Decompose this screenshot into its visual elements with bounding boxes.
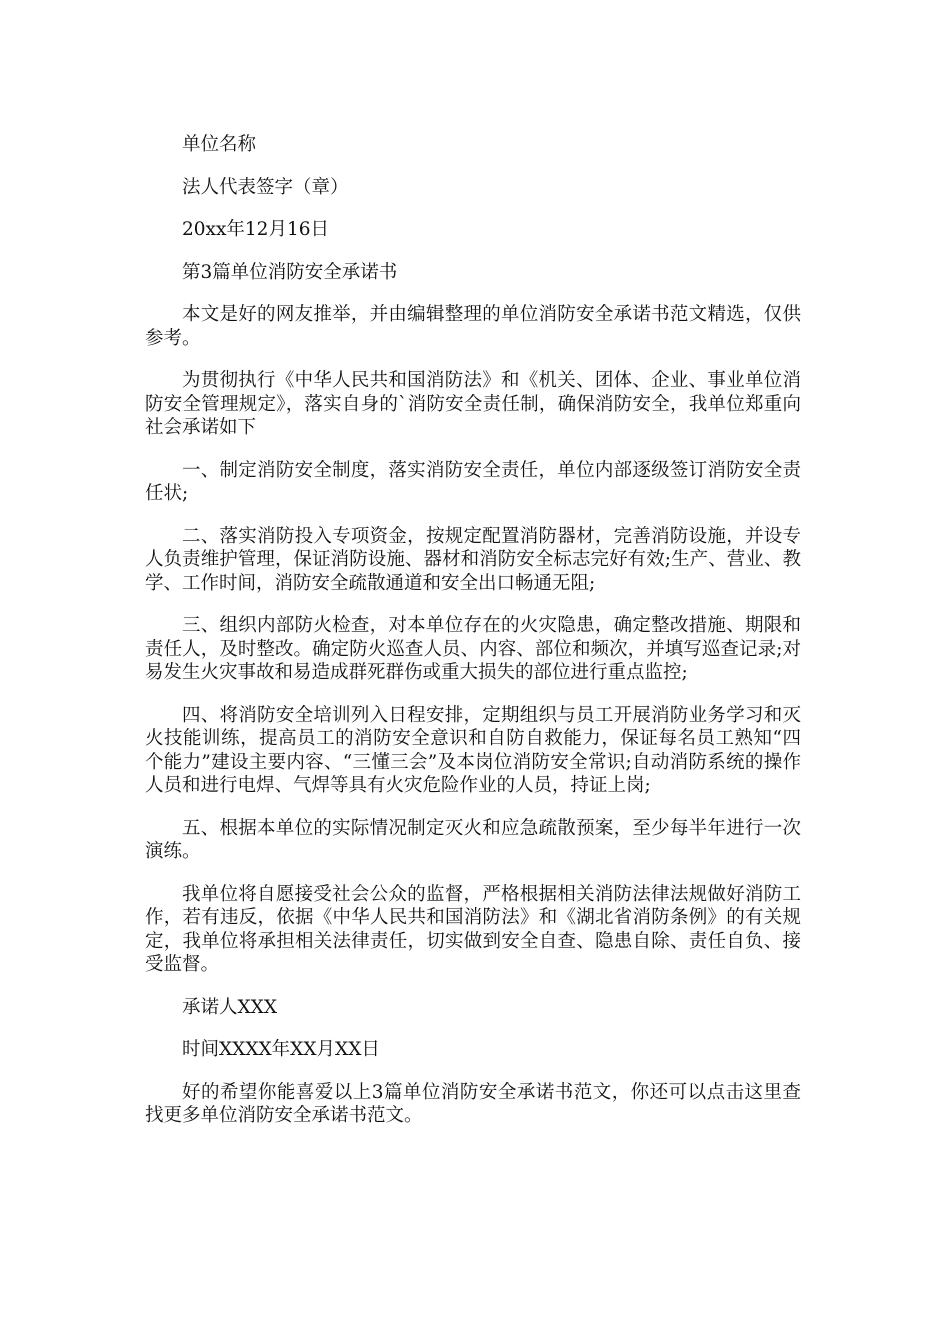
- intro-paragraph: 本文是好的网友推举，并由编辑整理的单位消防安全承诺书范文精选，仅供参考。: [145, 304, 801, 349]
- unit-name-line: 单位名称: [182, 134, 257, 155]
- commitment-item-5: 五、根据本单位的实际情况制定灭火和应急疏散预案，至少每半年进行一次演练。: [145, 817, 801, 862]
- commitment-item-1: 一、制定消防安全制度，落实消防安全责任，单位内部逐级签订消防安全责任状;: [145, 459, 801, 504]
- closing-paragraph: 好的希望你能喜爱以上3篇单位消防安全承诺书范文，你还可以点击这里查找更多单位消防安全承诺书范文。: [145, 1081, 801, 1126]
- promisor-line: 承诺人XXX: [182, 996, 278, 1018]
- date-line: 20xx年12月16日: [182, 219, 329, 240]
- document-body: [145, 133, 801, 1147]
- supervision-paragraph: 我单位将自愿接受社会公众的监督，严格根据相关消防法律法规做好消防工作，若有违反，依据《中华人民共和国消防法》和《湖北省消防条例》的有关规定，我单位将承担相关法律责任，切实做到安全自查、隐患自除、责任自负、接受监督。: [145, 883, 801, 975]
- commitment-item-4: 四、将消防安全培训列入日程安排，定期组织与员工开展消防业务学习和灭火技能训练，提高员工的消防安全意识和自防自救能力，保证每名员工熟知“四个能力”建设主要内容、“三懂三会”及本岗位消防安全常识;自动消防系统的操作人员和进行电焊、气焊等具有火灾危险作业的人员，持证上岗;: [145, 704, 801, 796]
- section-heading: 第3篇单位消防安全承诺书: [182, 261, 398, 283]
- legal-rep-signature-line: 法人代表签字（章）: [182, 176, 349, 198]
- time-line: 时间XXXX年XX月XX日: [182, 1039, 380, 1060]
- commitment-item-3: 三、组织内部防火检查，对本单位存在的火灾隐患，确定整改措施、期限和责任人，及时整改。确定防火巡查人员、内容、部位和频次，并填写巡查记录;对易发生火灾事故和易造成群死群伤或重大损失的部位进行重点监控;: [145, 615, 801, 683]
- purpose-paragraph: 为贯彻执行《中华人民共和国消防法》和《机关、团体、企业、事业单位消防安全管理规定》，落实自身的`消防安全责任制，确保消防安全，我单位郑重向社会承诺如下: [145, 370, 801, 438]
- commitment-item-2: 二、落实消防投入专项资金，按规定配置消防器材，完善消防设施，并设专人负责维护管理，保证消防设施、器材和消防安全标志完好有效;生产、营业、教学、工作时间，消防安全疏散通道和安全出口畅通无阻;: [145, 525, 801, 594]
